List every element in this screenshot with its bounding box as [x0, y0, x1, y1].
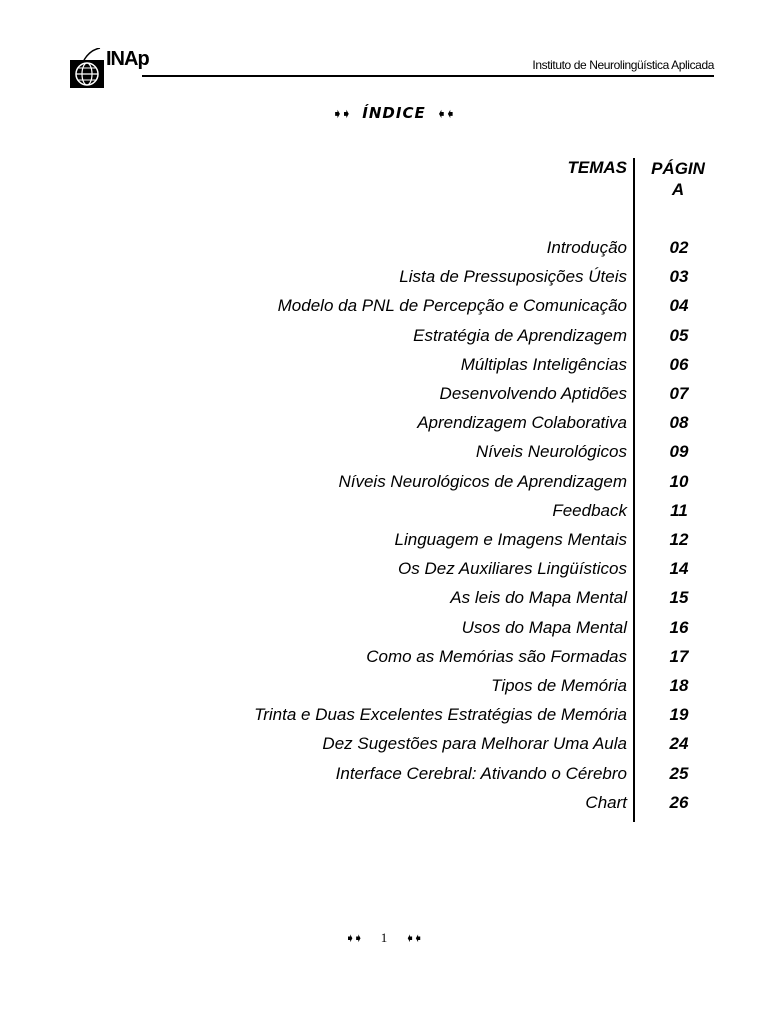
toc-row: [150, 383, 730, 411]
toc-page: 09: [669, 442, 689, 462]
toc-page: 05: [669, 325, 689, 345]
toc-topic: Modelo da PNL de Percepção e Comunicação: [277, 296, 627, 316]
footer-left-ornament-icon: ➧➧: [345, 931, 362, 945]
toc-row: [150, 354, 730, 382]
logo-text: INAp: [106, 48, 149, 70]
toc-row: [150, 792, 730, 820]
toc-row: [150, 266, 730, 294]
toc-row: [150, 763, 730, 791]
toc-topic: Tipos de Memória: [491, 676, 627, 695]
toc-row: [150, 529, 730, 557]
toc-row: [150, 471, 730, 499]
toc-row: [150, 412, 730, 440]
toc-row: [150, 587, 730, 615]
toc-page: 15: [669, 588, 689, 608]
toc-topic: Aprendizagem Colaborativa: [417, 413, 627, 433]
inap-logo: [70, 48, 150, 90]
toc-topic: Usos do Mapa Mental: [461, 617, 627, 637]
toc-topic: Níveis Neurológicos de Aprendizagem: [338, 471, 627, 491]
toc-row: [150, 704, 730, 732]
header-rule: [142, 75, 714, 77]
toc-page: 06: [669, 354, 689, 374]
toc-page: 18: [669, 676, 689, 695]
toc-page: 26: [669, 792, 689, 812]
toc-page: 03: [669, 267, 689, 287]
toc-row: [150, 617, 730, 645]
toc-topic: Trinta e Duas Excelentes Estratégias de Memória: [254, 705, 627, 725]
toc-row: [150, 733, 730, 761]
column-header-page: PÁGIN A: [651, 159, 705, 199]
toc-row: [150, 646, 730, 674]
globe-icon: [70, 48, 106, 88]
title-text: ÍNDICE: [362, 104, 426, 122]
toc-row: [150, 295, 730, 323]
toc-page: 02: [669, 238, 689, 257]
toc-topic: Desenvolvendo Aptidões: [439, 384, 627, 403]
toc-page: 12: [669, 530, 689, 549]
footer-right-ornament-icon: ➧➧: [406, 931, 423, 945]
page-footer: [0, 930, 768, 946]
left-ornament-icon: ➧➧: [332, 107, 350, 122]
toc-page: 10: [669, 471, 689, 491]
toc-page: 19: [669, 705, 689, 725]
toc-topic: Linguagem e Imagens Mentais: [394, 530, 627, 549]
page-title: [0, 104, 768, 122]
toc-row: [150, 500, 730, 528]
toc-topic: As leis do Mapa Mental: [450, 588, 627, 608]
toc-topic: Níveis Neurológicos: [475, 442, 627, 462]
toc-topic: Dez Sugestões para Melhorar Uma Aula: [322, 734, 627, 754]
toc-page: 07: [669, 384, 689, 403]
page-header: [70, 44, 714, 90]
page-number: 1: [380, 930, 388, 945]
toc-topic: Feedback: [552, 500, 627, 520]
toc-row: [150, 675, 730, 703]
toc-page: 08: [669, 413, 689, 433]
toc-topic: Interface Cerebral: Ativando o Cérebro: [335, 763, 627, 783]
right-ornament-icon: ➧➧: [438, 107, 456, 122]
toc-topic: Múltiplas Inteligências: [460, 354, 627, 374]
toc-page: 16: [669, 617, 689, 637]
toc-topic: Introdução: [546, 238, 627, 257]
toc-page: 17: [669, 646, 689, 666]
institute-name: Instituto de Neurolingüística Aplicada: [532, 58, 714, 72]
toc-page: 24: [669, 734, 689, 754]
toc-row: [150, 558, 730, 586]
toc-row: [150, 441, 730, 469]
toc-page: 14: [669, 559, 689, 579]
column-header-topics: TEMAS: [567, 158, 627, 177]
toc-page: 04: [669, 296, 689, 316]
toc-page: 11: [670, 500, 688, 520]
toc-topic: Estratégia de Aprendizagem: [413, 325, 627, 345]
toc-page: 25: [669, 763, 689, 783]
toc-topic: Lista de Pressuposições Úteis: [399, 267, 627, 287]
toc-topic: Os Dez Auxiliares Lingüísticos: [398, 559, 627, 579]
toc-topic: Como as Memórias são Formadas: [366, 646, 627, 666]
toc-row: [150, 237, 730, 265]
toc-row: [150, 325, 730, 353]
toc-topic: Chart: [585, 792, 627, 812]
